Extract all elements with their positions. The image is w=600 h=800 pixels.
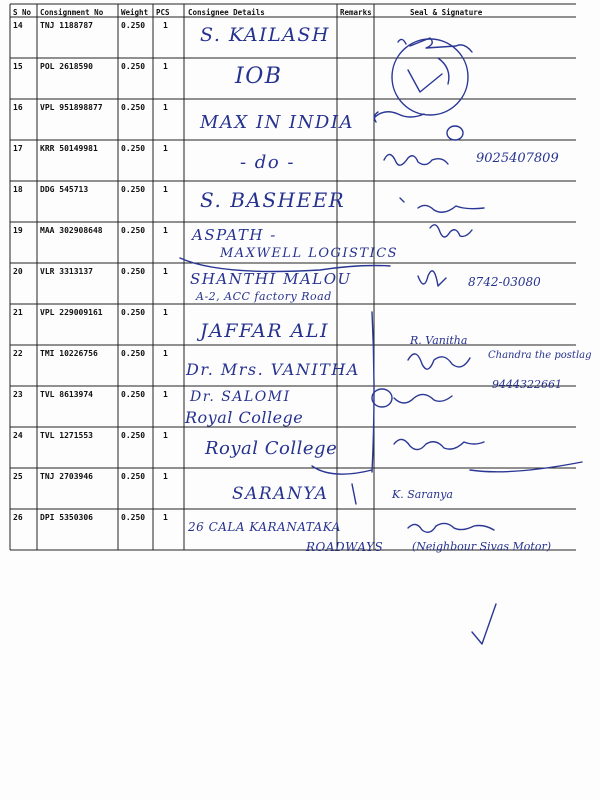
consignee-handwriting: SARANYA <box>232 484 329 504</box>
header-remarks: Remarks <box>340 8 372 17</box>
row-serial-number: 15 <box>13 62 23 71</box>
row-consignment-number: DPI 5350306 <box>40 513 93 522</box>
row-consignment-number: VLR 3313137 <box>40 267 93 276</box>
row-consignment-number: KRR 50149981 <box>40 144 98 153</box>
row-pcs: 1 <box>163 308 168 317</box>
row-pcs: 1 <box>163 185 168 194</box>
row-weight: 0.250 <box>121 185 146 194</box>
consignee-handwriting: MAX IN INDIA <box>200 112 354 133</box>
signature-note: Chandra the postlag <box>488 350 592 361</box>
consignee-handwriting: S. KAILASH <box>200 24 330 46</box>
row-serial-number: 25 <box>13 472 23 481</box>
row-serial-number: 26 <box>13 513 23 522</box>
row-consignment-number: VPL 229009161 <box>40 308 103 317</box>
row-consignment-number: TVL 1271553 <box>40 431 93 440</box>
row-serial-number: 24 <box>13 431 23 440</box>
row-serial-number: 21 <box>13 308 23 317</box>
row-consignment-number: TMI 10226756 <box>40 349 98 358</box>
consignee-handwriting: Royal College <box>205 438 338 459</box>
row-consignment-number: TNJ 2703946 <box>40 472 93 481</box>
consignee-handwriting: IOB <box>235 64 283 89</box>
row-weight: 0.250 <box>121 21 146 30</box>
consignee-handwriting: - do - <box>240 152 295 173</box>
row-weight: 0.250 <box>121 103 146 112</box>
row-pcs: 1 <box>163 62 168 71</box>
row-weight: 0.250 <box>121 431 146 440</box>
row-pcs: 1 <box>163 390 168 399</box>
row-consignment-number: TNJ 1188787 <box>40 21 93 30</box>
consignee-handwriting: Dr. SALOMI <box>190 389 291 405</box>
row-weight: 0.250 <box>121 349 146 358</box>
row-serial-number: 18 <box>13 185 23 194</box>
row-weight: 0.250 <box>121 226 146 235</box>
consignee-handwriting: JAFFAR ALI <box>200 320 329 342</box>
consignee-handwriting: MAXWELL LOGISTICS <box>220 246 399 261</box>
row-consignment-number: POL 2618590 <box>40 62 93 71</box>
header-weight: Weight <box>121 8 149 17</box>
row-serial-number: 19 <box>13 226 23 235</box>
row-serial-number: 22 <box>13 349 23 358</box>
row-serial-number: 14 <box>13 21 23 30</box>
row-weight: 0.250 <box>121 267 146 276</box>
header-consignee-details: Consignee Details <box>188 8 265 17</box>
consignee-handwriting: S. BASHEER <box>200 188 346 212</box>
row-pcs: 1 <box>163 226 168 235</box>
row-weight: 0.250 <box>121 144 146 153</box>
consignee-handwriting: ROADWAYS <box>306 540 384 554</box>
row-pcs: 1 <box>163 513 168 522</box>
row-consignment-number: DDG 545713 <box>40 185 89 194</box>
row-weight: 0.250 <box>121 513 146 522</box>
signature-phone-note: 9444322661 <box>492 378 562 391</box>
row-serial-number: 16 <box>13 103 23 112</box>
row-pcs: 1 <box>163 21 168 30</box>
row-pcs: 1 <box>163 472 168 481</box>
header-sno: S No <box>13 8 32 17</box>
row-serial-number: 17 <box>13 144 23 153</box>
row-pcs: 1 <box>163 349 168 358</box>
consignee-handwriting: SHANTHI MALOU <box>190 270 352 288</box>
signature-name-note: K. Saranya <box>392 488 453 501</box>
row-pcs: 1 <box>163 267 168 276</box>
row-pcs: 1 <box>163 103 168 112</box>
row-weight: 0.250 <box>121 308 146 317</box>
row-weight: 0.250 <box>121 390 146 399</box>
row-pcs: 1 <box>163 144 168 153</box>
row-serial-number: 20 <box>13 267 23 276</box>
consignee-handwriting: ASPATH - <box>192 226 277 244</box>
row-consignment-number: VPL 951898877 <box>40 103 103 112</box>
signature-name-note: R. Vanitha <box>410 334 468 347</box>
row-serial-number: 23 <box>13 390 23 399</box>
header-seal-signature: Seal & Signature <box>410 8 483 17</box>
consignee-handwriting: Dr. Mrs. VANITHA <box>186 360 360 379</box>
signature-phone-note: 8742-03080 <box>468 275 541 289</box>
row-consignment-number: MAA 302908648 <box>40 226 103 235</box>
consignee-handwriting: Royal College <box>185 408 304 427</box>
row-pcs: 1 <box>163 431 168 440</box>
row-weight: 0.250 <box>121 472 146 481</box>
header-consignment-no: Consignment No <box>40 8 104 17</box>
consignee-handwriting: A-2, ACC factory Road <box>196 290 332 303</box>
signature-phone-note: 9025407809 <box>476 151 559 166</box>
header-pcs: PCS <box>156 8 170 17</box>
consignee-handwriting: 26 CALA KARANATAKA <box>188 520 341 534</box>
row-consignment-number: TVL 8613974 <box>40 390 93 399</box>
row-weight: 0.250 <box>121 62 146 71</box>
signature-note: (Neighbour Sivas Motor) <box>412 540 552 553</box>
